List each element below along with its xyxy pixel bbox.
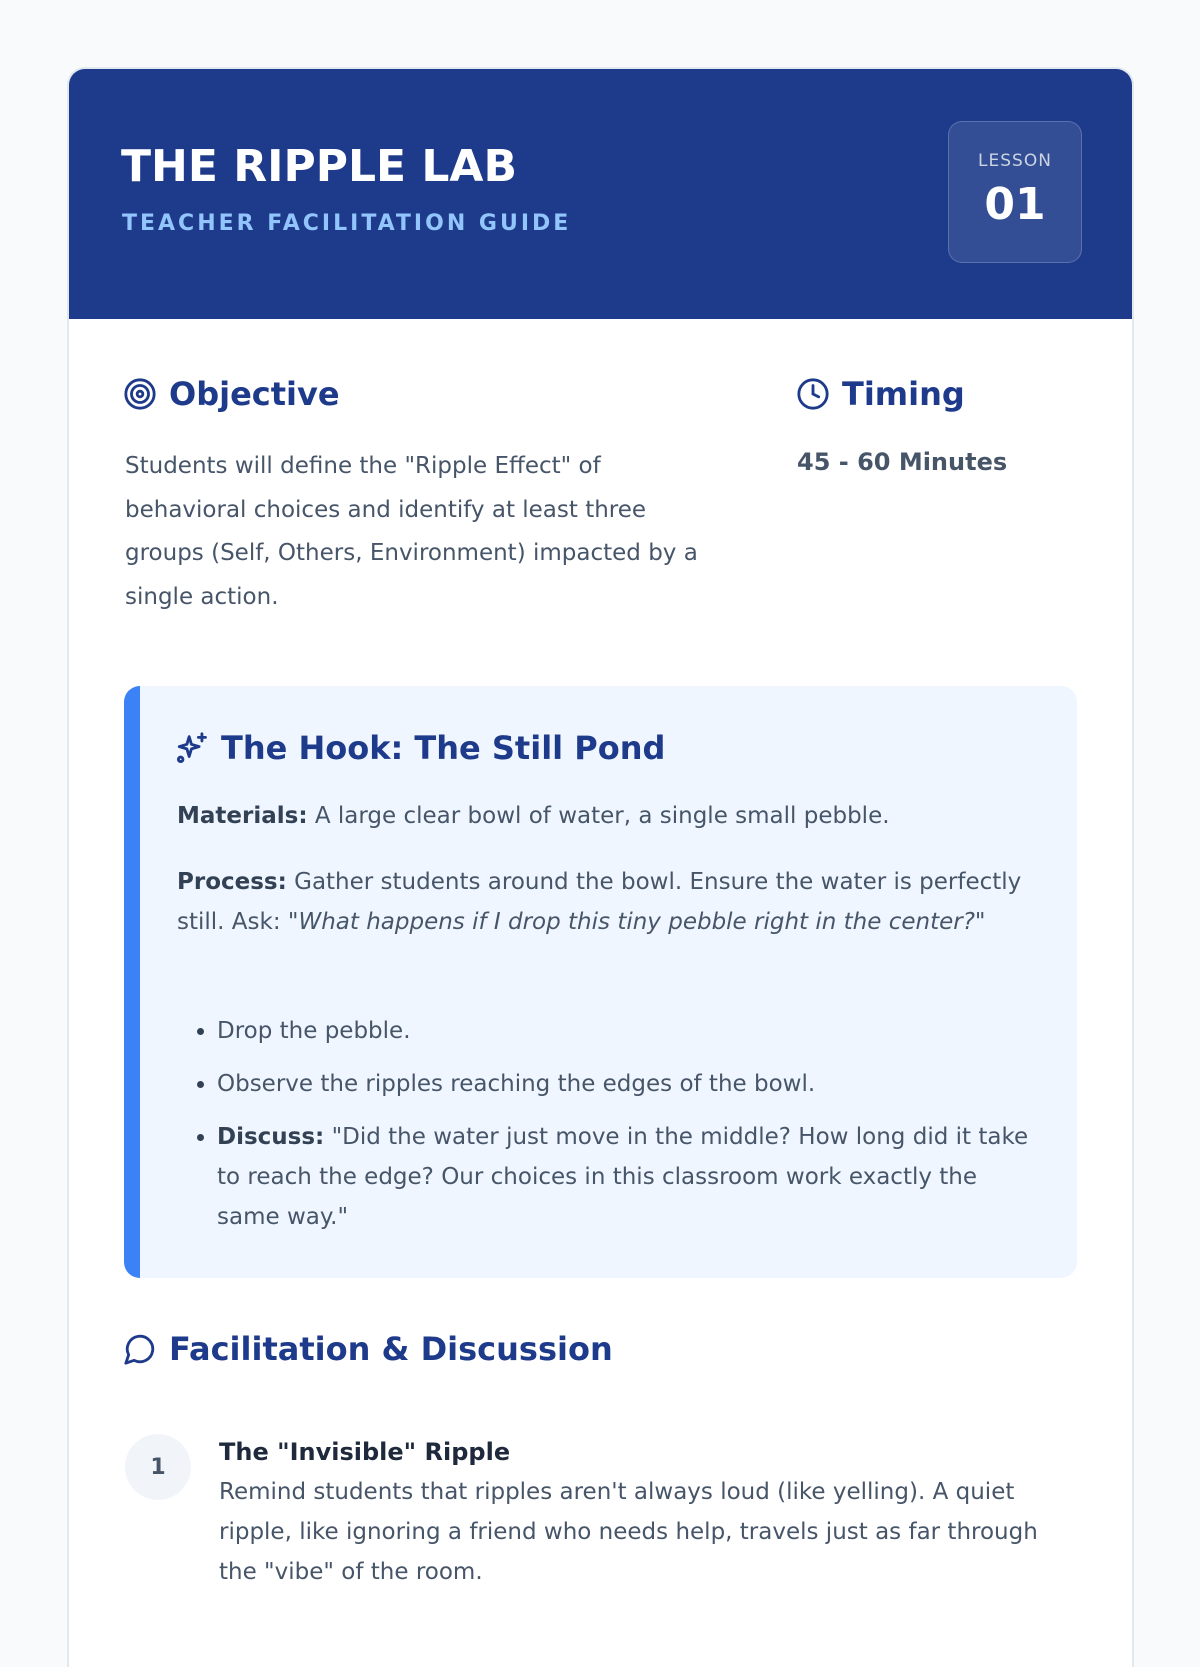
objective-heading <box>123 373 340 415</box>
lesson-label: LESSON <box>978 151 1052 171</box>
materials-text: A large clear bowl of water, a single small pebble. <box>307 803 890 829</box>
lesson-card <box>67 67 1134 1667</box>
discuss-label: Discuss: <box>217 1124 325 1150</box>
step-title: The "Invisible" Ripple <box>219 1438 511 1466</box>
list-item <box>217 1117 1037 1237</box>
process-quote: "What happens if I drop this tiny pebble right in the center?" <box>287 909 986 935</box>
objective-text: Students will define the "Ripple Effect" of behavioral choices and identify at least three groups (Self, Others, Environment) impacted by a single action. <box>125 453 698 610</box>
facilitation-heading-label: Facilitation & Discussion <box>169 1330 613 1368</box>
discuss-text: "Did the water just move in the middle? How long did it take to reach the edge? Our choices in this classroom work exactly the same way." <box>217 1124 1029 1230</box>
page-subtitle: TEACHER FACILITATION GUIDE <box>122 211 572 236</box>
materials-label: Materials: <box>177 803 308 829</box>
materials-line <box>177 796 1037 836</box>
hook-steps-list <box>177 1011 1037 1250</box>
target-icon <box>123 377 157 411</box>
header-banner <box>69 69 1132 319</box>
process-line <box>177 862 1037 942</box>
timing-heading-label: Timing <box>842 375 965 413</box>
objective-heading-label: Objective <box>169 375 340 413</box>
lesson-number: 01 <box>984 179 1046 230</box>
hook-heading-label: The Hook: The Still Pond <box>221 729 666 767</box>
step-text: Remind students that ripples aren't always loud (like yelling). A quiet ripple, like ignoring a friend who needs help, travels just as far through the "vibe" of the room. <box>219 1479 1038 1585</box>
hook-callout <box>124 686 1077 1278</box>
timing-heading <box>796 373 965 415</box>
lesson-badge <box>948 121 1082 263</box>
page-title: THE RIPPLE LAB <box>121 141 517 192</box>
process-text: Gather students around the bowl. Ensure the water is perfectly still. Ask: <box>177 869 1022 935</box>
chat-bubble-icon <box>123 1332 157 1366</box>
timing-value: 45 - 60 Minutes <box>797 448 1008 476</box>
sparkles-icon <box>175 731 209 765</box>
list-item: • Observe the ripples reaching the edges of the bowl. <box>217 1064 1037 1104</box>
facilitation-heading <box>123 1328 613 1370</box>
step-number-badge: 1 <box>125 1434 191 1500</box>
hook-heading <box>175 727 665 769</box>
clock-icon <box>796 377 830 411</box>
list-item: • Drop the pebble. <box>217 1011 1037 1051</box>
process-label: Process: <box>177 869 287 895</box>
